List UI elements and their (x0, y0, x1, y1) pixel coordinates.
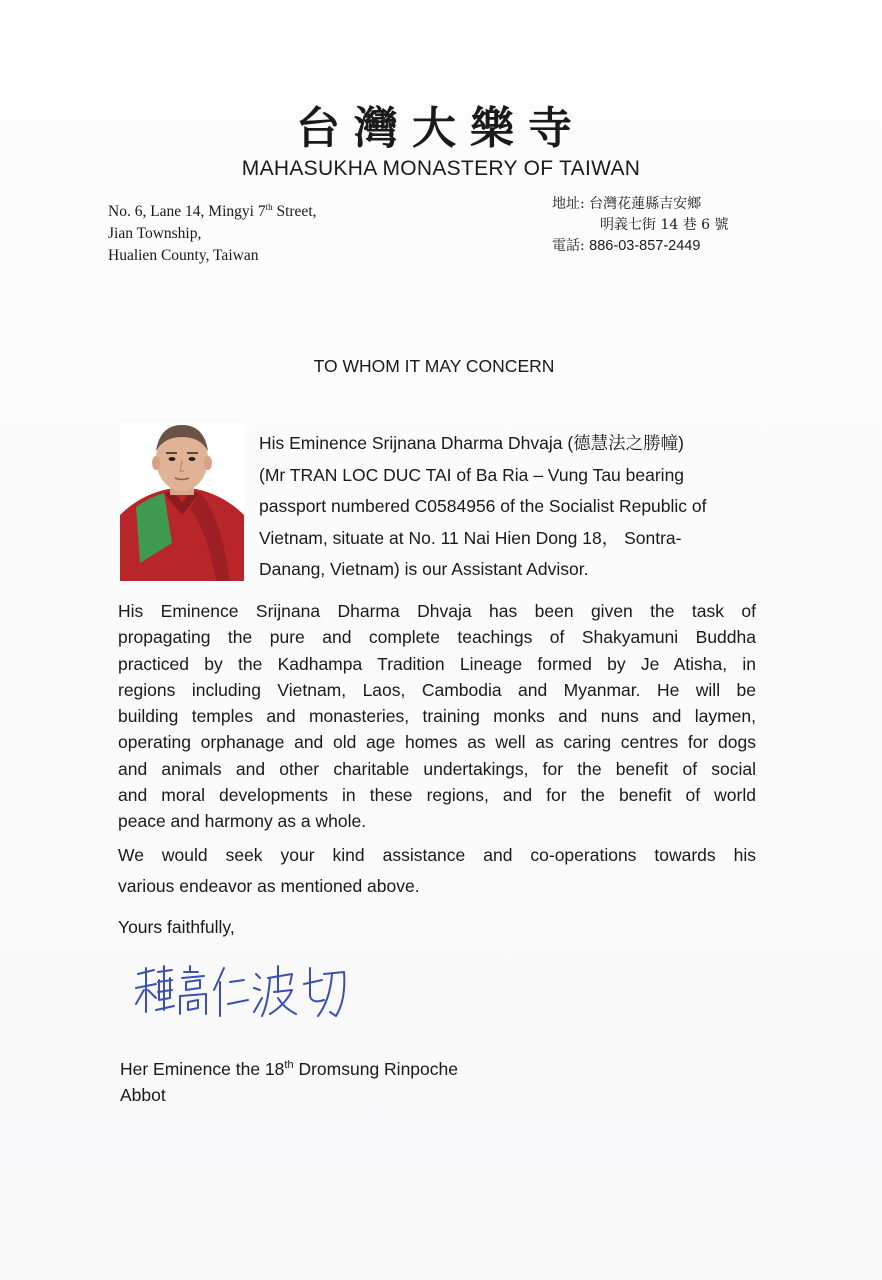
text-line: operating orphanage and old age homes as well as caring centres for dogs (118, 732, 756, 753)
text-line: (Mr TRAN LOC DUC TAI of Ba Ria – Vung Tau bearing (259, 464, 685, 485)
address-cn-line-2: 明義七街 14 巷 6 號 (600, 217, 729, 233)
address-line-2: Jian Township, (108, 225, 202, 243)
text-line: propagating the pure and complete teachings of Shakyamuni Buddha (118, 627, 756, 648)
text-line: passport numbered C0584956 of the Socialist Republic of (259, 496, 707, 516)
salutation: TO WHOM IT MAY CONCERN (313, 356, 555, 376)
text-line: regions including Vietnam, Laos, Cambodia and Myanmar. He will be (118, 679, 756, 700)
paragraph-introduction (259, 428, 756, 586)
closing: Yours faithfully, (118, 917, 235, 937)
text-line: various endeavor as mentioned above. (118, 876, 420, 896)
signer-title: Abbot (120, 1084, 166, 1105)
text-line: peace and harmony as a whole. (118, 811, 367, 832)
phone-number: 886-03-857-2449 (589, 238, 701, 254)
signer-name: Her Eminence the 18th Dromsung Rinpoche (120, 1058, 458, 1079)
text-line: and moral developments in these regions, and for the benefit of world (118, 785, 756, 806)
text-line: Vietnam, situate at No. 11 Nai Hien Dong 18， Sontra- (259, 527, 682, 548)
address-chinese (552, 194, 729, 257)
address-english (108, 196, 317, 267)
monastery-english-name: MAHASUKHA MONASTERY OF TAIWAN (241, 157, 641, 180)
address-cn-line-1: 地址: 台灣花蓮縣吉安鄉 (552, 196, 702, 212)
text-line: His Eminence Srijnana Dharma Dhvaja (德慧法之勝幢) (259, 433, 684, 453)
address-line-3: Hualien County, Taiwan (108, 247, 259, 265)
phone (552, 236, 729, 257)
signer-block (120, 1052, 458, 1108)
paragraph-task (118, 598, 756, 835)
portrait-photo (120, 423, 244, 581)
text-line: and animals and other charitable undertakings, for the benefit of social (118, 758, 756, 779)
monastery-chinese-name: 台灣大樂寺 (296, 103, 586, 154)
text-line: His Eminence Srijnana Dharma Dhvaja has been given the task of (118, 601, 756, 621)
phone-label: 電話: (552, 238, 585, 254)
handwritten-signature (132, 960, 352, 1022)
text-line: Danang, Vietnam) is our Assistant Advisor. (259, 559, 589, 579)
text-line: building temples and monasteries, training monks and nuns and laymen, (118, 706, 756, 727)
address-line-1: No. 6, Lane 14, Mingyi 7th Street, (108, 202, 317, 221)
paragraph-request (118, 840, 756, 902)
text-line: We would seek your kind assistance and co-operations towards his (118, 845, 756, 865)
text-line: practiced by the Kadhampa Tradition Lineage formed by Je Atisha, in (118, 653, 756, 674)
